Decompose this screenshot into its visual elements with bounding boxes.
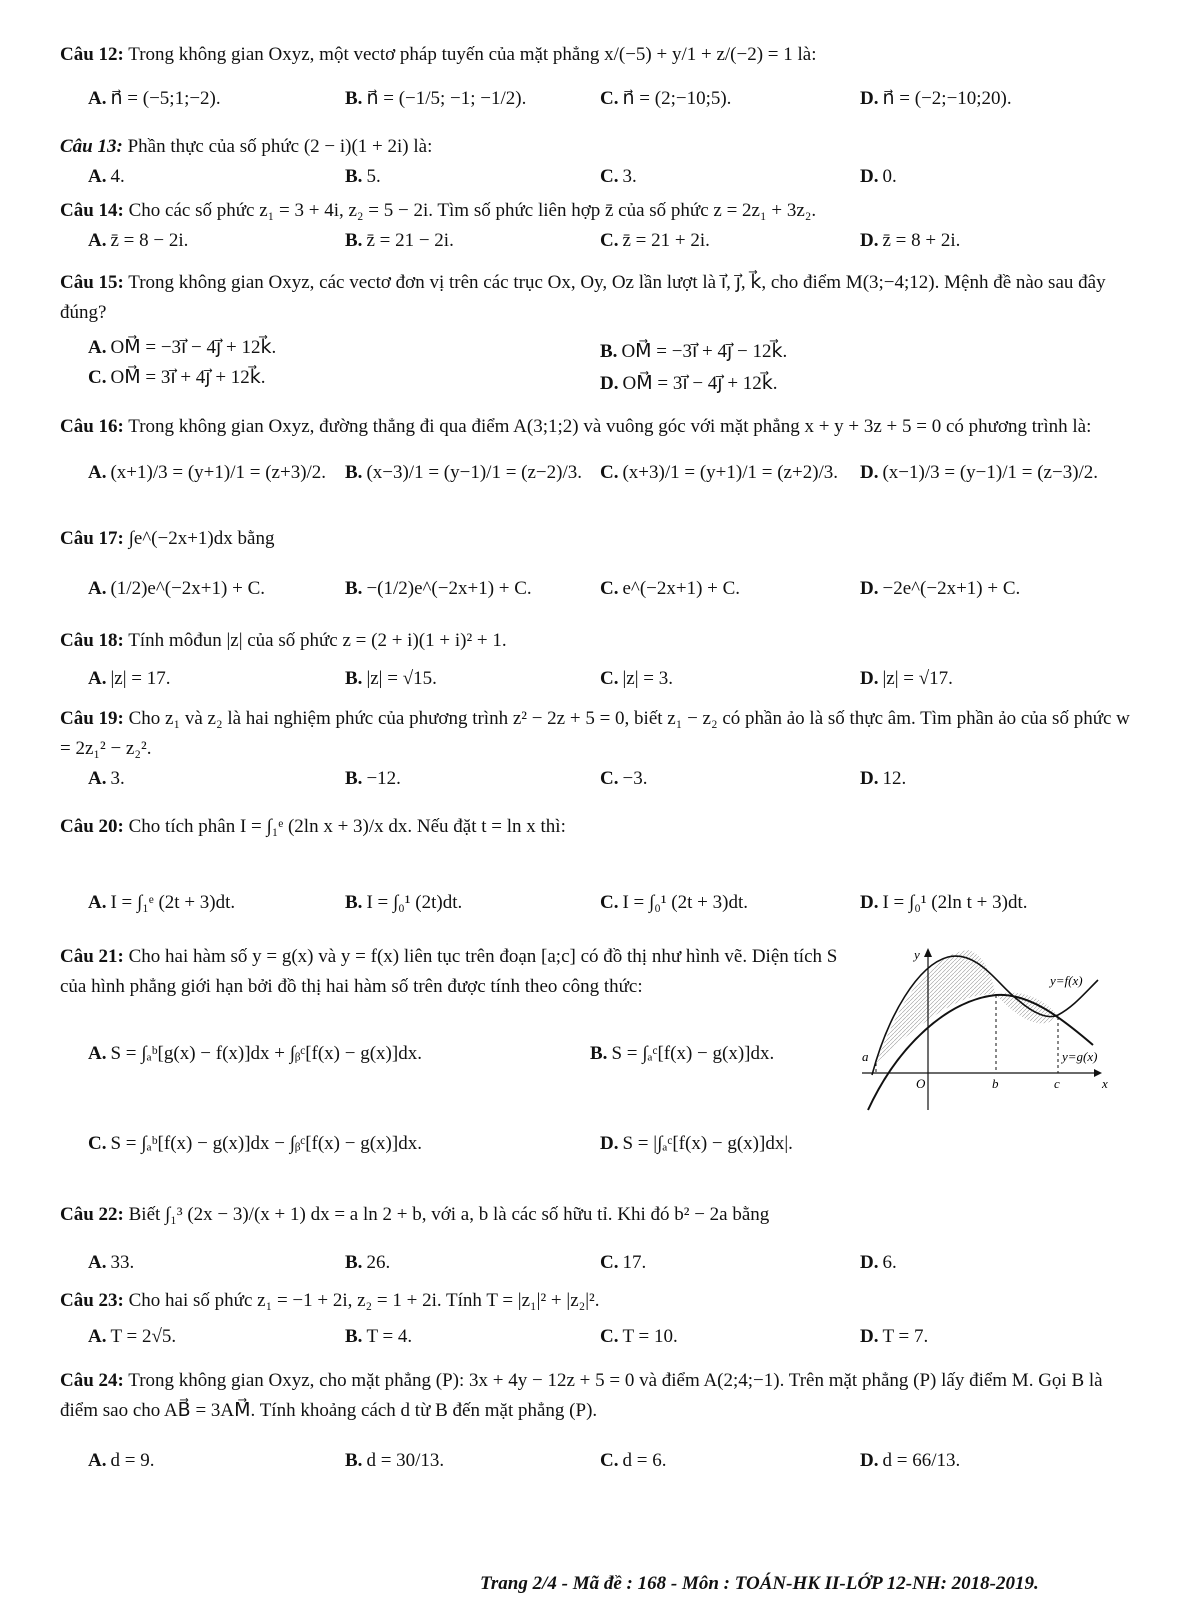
option-a[interactable]: A. S = ∫ₐᵇ[g(x) − f(x)]dx + ∫ᵦᶜ[f(x) − g(x)]dx. — [88, 1043, 422, 1064]
option-c[interactable]: C. I = ∫₀¹ (2t + 3)dt. — [600, 892, 748, 913]
question-label: Câu 18: — [60, 630, 124, 651]
question-stem: Phần thực của số phức (2 − i)(1 + 2i) là: — [127, 136, 433, 157]
option-b[interactable]: B. S = ∫ₐᶜ[f(x) − g(x)]dx. — [590, 1043, 775, 1064]
option-c[interactable]: C. (x+3)/1 = (y+1)/1 = (z+2)/3. — [600, 462, 839, 483]
option-c[interactable]: C. T = 10. — [600, 1326, 678, 1347]
option-d[interactable]: D. T = 7. — [860, 1326, 929, 1347]
question-24 — [60, 1366, 1135, 1480]
question-label: Câu 21: — [60, 946, 124, 967]
question-label: Câu 22: — [60, 1204, 124, 1225]
option-d[interactable]: D. z̄ = 8 + 2i. — [860, 230, 961, 251]
option-c[interactable]: C. −3. — [600, 768, 648, 789]
page-footer: Trang 2/4 - Mã đề : 168 - Môn : TOÁN-HK II-LỚP 12-NH: 2018-2019. — [480, 1573, 1039, 1594]
label-a: a — [862, 1049, 869, 1064]
question-label: Câu 13: — [60, 136, 123, 157]
label-origin: O — [916, 1076, 926, 1091]
question-22 — [60, 1200, 1135, 1282]
option-a[interactable]: A. (1/2)e^(−2x+1) + C. — [88, 578, 265, 599]
question-21 — [60, 942, 840, 1002]
question-label: Câu 16: — [60, 416, 124, 437]
shaded-region — [876, 950, 996, 1063]
option-d[interactable]: D. −2e^(−2x+1) + C. — [860, 578, 1021, 599]
option-a[interactable]: A. |z| = 17. — [88, 668, 171, 689]
question-label: Câu 20: — [60, 816, 124, 837]
question-stem: Tính môđun |z| của số phức z = (2 + i)(1 + i)² + 1. — [128, 630, 507, 651]
question-stem: Trong không gian Oxyz, một vectơ pháp tuyến của mặt phẳng x/(−5) + y/1 + z/(−2) = 1 là: — [128, 44, 817, 65]
label-y: y — [914, 947, 920, 962]
question-label: Câu 17: — [60, 528, 124, 549]
question-label: Câu 19: — [60, 708, 124, 729]
option-a[interactable]: A. T = 2√5. — [88, 1326, 177, 1347]
question-label: Câu 15: — [60, 272, 124, 293]
option-b[interactable]: B. d = 30/13. — [345, 1450, 445, 1471]
question-label: Câu 24: — [60, 1370, 124, 1391]
option-a[interactable]: A. d = 9. — [88, 1450, 155, 1471]
option-d[interactable]: D. 0. — [860, 166, 897, 187]
question-13 — [60, 132, 1135, 196]
option-a[interactable]: A. 33. — [88, 1252, 135, 1273]
label-x: x — [1102, 1076, 1108, 1091]
option-b[interactable]: B. T = 4. — [345, 1326, 413, 1347]
option-d[interactable]: D. I = ∫₀¹ (2ln t + 3)dt. — [860, 892, 1028, 913]
question-stem: Trong không gian Oxyz, các vectơ đơn vị trên các trục Ox, Oy, Oz lần lượt là i⃗, j⃗, k⃗, cho điểm M(3;−4;12). Mệnh đề nào sau đây đúng? — [60, 272, 1106, 323]
label-f: y=f(x) — [1050, 973, 1083, 988]
question-stem: Biết ∫₁³ (2x − 3)/(x + 1) dx = a ln 2 + b, với a, b là các số hữu tỉ. Khi đó b² − 2a bằng — [128, 1204, 770, 1225]
option-c[interactable]: C. n⃗ = (2;−10;5). — [600, 88, 732, 109]
y-axis-arrow — [924, 948, 932, 957]
option-b[interactable]: B. z̄ = 21 − 2i. — [345, 230, 454, 251]
option-d[interactable]: D. d = 66/13. — [860, 1450, 961, 1471]
option-a[interactable]: A. z̄ = 8 − 2i. — [88, 230, 189, 251]
question-stem: Trong không gian Oxyz, cho mặt phẳng (P): 3x + 4y − 12z + 5 = 0 và điểm A(2;4;−1). Trên mặt phẳng (P) lấy điểm M. Gọi B là điểm sao cho AB⃗ = 3AM⃗. Tính khoảng cách d từ B đến mặt phẳng (P). — [60, 1370, 1103, 1421]
question-label: Câu 14: — [60, 200, 124, 221]
option-b[interactable]: B. OM⃗ = −3i⃗ + 4j⃗ − 12k⃗. — [600, 341, 788, 362]
option-b[interactable]: B. 26. — [345, 1252, 391, 1273]
question-17 — [60, 524, 1135, 608]
function-graph — [858, 945, 1128, 1115]
option-b[interactable]: B. −(1/2)e^(−2x+1) + C. — [345, 578, 532, 599]
question-stem: ∫e^(−2x+1)dx bằng — [128, 528, 275, 549]
option-c[interactable]: C. e^(−2x+1) + C. — [600, 578, 741, 599]
label-g: y=g(x) — [1062, 1049, 1098, 1064]
option-b[interactable]: B. n⃗ = (−1/5; −1; −1/2). — [345, 88, 527, 109]
option-b[interactable]: B. |z| = √15. — [345, 668, 437, 689]
question-14 — [60, 196, 1135, 260]
question-stem: Cho tích phân I = ∫₁ᵉ (2ln x + 3)/x dx. Nếu đặt t = ln x thì: — [128, 816, 566, 837]
option-b[interactable]: B. (x−3)/1 = (y−1)/1 = (z−2)/3. — [345, 462, 582, 483]
option-c[interactable]: C. |z| = 3. — [600, 668, 673, 689]
option-d[interactable]: D. S = |∫ₐᶜ[f(x) − g(x)]dx|. — [600, 1133, 793, 1154]
question-label: Câu 12: — [60, 44, 124, 65]
option-a[interactable]: A. n⃗ = (−5;1;−2). — [88, 88, 221, 109]
question-12 — [60, 40, 1135, 118]
option-d[interactable]: D. (x−1)/3 = (y−1)/1 = (z−3)/2. — [860, 462, 1099, 483]
option-b[interactable]: B. I = ∫₀¹ (2t)dt. — [345, 892, 463, 913]
question-stem: Cho z₁ và z₂ là hai nghiệm phức của phương trình z² − 2z + 5 = 0, biết z₁ − z₂ có phần ảo là số thực âm. Tìm phần ảo của số phức w = 2z₁² − z₂². — [60, 708, 1130, 759]
option-c[interactable]: C. 3. — [600, 166, 637, 187]
question-16 — [60, 412, 1135, 492]
x-axis-arrow — [1094, 1069, 1102, 1077]
label-c: c — [1054, 1076, 1060, 1091]
option-d[interactable]: D. 6. — [860, 1252, 897, 1273]
question-19 — [60, 704, 1135, 798]
option-b[interactable]: B. −12. — [345, 768, 401, 789]
label-b: b — [992, 1076, 999, 1091]
option-b[interactable]: B. 5. — [345, 166, 381, 187]
option-a[interactable]: A. 4. — [88, 166, 125, 187]
option-a[interactable]: A. I = ∫₁ᵉ (2t + 3)dt. — [88, 892, 236, 913]
option-c[interactable]: C. z̄ = 21 + 2i. — [600, 230, 710, 251]
question-stem: Trong không gian Oxyz, đường thẳng đi qua điểm A(3;1;2) và vuông góc với mặt phẳng x + y + 3z + 5 = 0 có phương trình là: — [128, 416, 1092, 437]
option-c[interactable]: C. S = ∫ₐᵇ[f(x) − g(x)]dx − ∫ᵦᶜ[f(x) − g(x)]dx. — [88, 1133, 422, 1154]
option-c[interactable]: C. d = 6. — [600, 1450, 667, 1471]
option-d[interactable]: D. |z| = √17. — [860, 668, 953, 689]
question-23 — [60, 1286, 1135, 1356]
question-stem: Cho hai số phức z₁ = −1 + 2i, z₂ = 1 + 2i. Tính T = |z₁|² + |z₂|². — [128, 1290, 600, 1311]
option-a[interactable]: A. 3. — [88, 768, 125, 789]
option-d[interactable]: D. n⃗ = (−2;−10;20). — [860, 88, 1012, 109]
option-c[interactable]: C. 17. — [600, 1252, 647, 1273]
question-label: Câu 23: — [60, 1290, 124, 1311]
option-a[interactable]: A. OM⃗ = −3i⃗ − 4j⃗ + 12k⃗. — [88, 337, 277, 358]
question-stem: Cho các số phức z₁ = 3 + 4i, z₂ = 5 − 2i. Tìm số phức liên hợp z̄ của số phức z = 2z₁ + 3z₂. — [128, 200, 817, 221]
option-c[interactable]: C. OM⃗ = 3i⃗ + 4j⃗ + 12k⃗. — [88, 367, 266, 388]
option-a[interactable]: A. (x+1)/3 = (y+1)/1 = (z+3)/2. — [88, 462, 327, 483]
question-18 — [60, 626, 1135, 698]
question-stem: Cho hai hàm số y = g(x) và y = f(x) liên tục trên đoạn [a;c] có đồ thị như hình vẽ. Diện tích S của hình phẳng giới hạn bởi đồ thị hai hàm số trên được tính theo công thức: — [60, 946, 838, 997]
option-d[interactable]: D. OM⃗ = 3i⃗ − 4j⃗ + 12k⃗. — [600, 373, 778, 394]
question-20 — [60, 812, 1135, 922]
question-15 — [60, 268, 1135, 396]
option-d[interactable]: D. 12. — [860, 768, 907, 789]
